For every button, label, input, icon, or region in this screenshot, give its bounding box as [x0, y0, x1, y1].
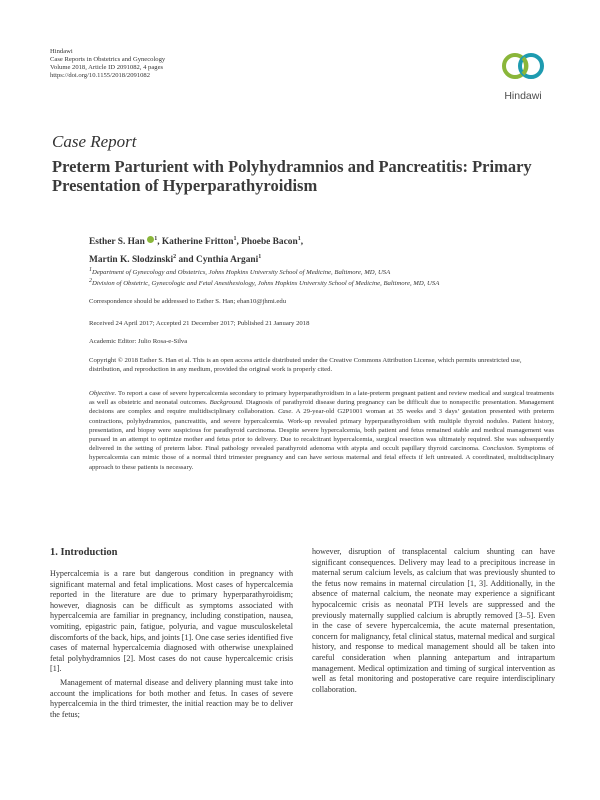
body-paragraph: Hypercalcemia is a rare but dangerous condition in pregnancy with significant maternal and fetal implications. Most cases of hypercalcemia reported in the literature are due to primary hyperparathyroidism; however, diagnosis can be difficult as symptoms associated with hypercalcemia are familiar in pregnancy, including constipation, nausea, vomiting, epigastric pain, fatigue, polyuria, and vague musculoskeletal discomforts of the back, hips, and joints [1]. One case series identified five cases of maternal hypercalcemia diagnosed with otherwise unexplained fetal polyhydramnios [2]. Most cases do not cause hypercalcemic crisis [1]. [50, 569, 293, 674]
author-affiliation-marker: 1 [154, 236, 158, 242]
article-title: Preterm Parturient with Polyhydramnios and Pancreatitis: Primary Presentation of Hyperparathyroidism [52, 157, 532, 195]
article-type: Case Report [52, 132, 137, 151]
body-paragraph: however, disruption of transplacental calcium shunting can have significant consequences. Delivery may lead to a precipitous increase in maternal serum calcium levels, as calcium that was previously shunted to the fetus now remains in maternal circulation [1, 3]. Additionally, in the absence of maternal calcium, the neonate may experience a significant hypocalcemic crisis as neonatal PTH levels are suppressed and the previously maternally supplied calcium is abruptly removed [3–5]. Even in the case of severe hypercalcemia, the acute maternal presentation, concern for malignancy, fetal clinical status, maternal medical and surgical history, and response to medical management should all be taken into careful consideration when planning antepartum and intrapartum management. Medical optimization and timing of surgical intervention as well as fetal monitoring and postoperative care require interdisciplinary collaboration. [312, 547, 555, 694]
journal-header [50, 48, 165, 80]
abstract-background-label: Background. [209, 399, 244, 407]
author-affiliation-marker: 2 [173, 254, 177, 261]
publication-dates: Received 24 April 2017; Accepted 21 December 2017; Published 21 January 2018 [89, 320, 310, 327]
author-name: Phoebe Bacon [241, 237, 298, 248]
hindawi-logo [496, 48, 550, 104]
affiliations [89, 266, 554, 289]
correspondence: Correspondence should be addressed to Esther S. Han; ehan10@jhmi.edu [89, 298, 287, 305]
abstract-conclusion-label: Conclusion. [482, 445, 515, 453]
abstract-background: Diagnosis of parathyroid disease during pregnancy can be difficult due to nonspecific presentation. Management decisions are complex and require multidisciplinary collaboration. [89, 399, 554, 416]
abstract-objective-label: Objective. [89, 390, 117, 397]
body-column-right [312, 547, 555, 698]
body-paragraph: Management of maternal disease and delivery planning must take into account the implications for both mother and fetus. In cases of severe hypercalcemia in the third trimester, the initial reaction may be to deliver the fetus; [50, 677, 293, 719]
author-name: Martin K. Slodzinski [89, 255, 174, 266]
affiliation: $^1$Department of Gynecology and Obstetrics, Johns Hopkins University School of Medicine, Baltimore, MD, USA [89, 267, 391, 277]
abstract-case-label: Case. [277, 408, 293, 416]
copyright-notice: Copyright © 2018 Esther S. Han et al. This is an open access article distributed under the Creative Commons Attribution License, which permits unrestricted use, distribution, and reproduction in any medium, provided the original work is properly cited. [89, 357, 522, 374]
author-name: Cynthia Argani [195, 255, 259, 266]
hindawi-rings-icon [496, 48, 550, 88]
publisher-name: Hindawi [50, 48, 73, 55]
body-column-left [50, 569, 293, 723]
abstract-conclusion: Symptoms of hypercalcemia can mimic those of a normal third trimester pregnancy and can have serious maternal and fetal effects if left untreated. A coordinated, multidisciplinary approach to these patients is necessary. [89, 445, 554, 471]
logo-wordmark: Hindawi [504, 90, 542, 102]
author-name: Katherine Fritton [161, 237, 234, 248]
abstract [89, 389, 554, 472]
section-heading-introduction: 1. Introduction [50, 547, 118, 558]
affiliation: $^2$Division of Obstetric, Gynecologic and Fetal Anesthesiology, Johns Hopkins University School of Medicine, Baltimore, MD, USA [89, 278, 440, 288]
abstract-objective: To report a case of severe hypercalcemia secondary to primary hyperparathyroidism in a late-preterm pregnant patient and review medical and surgical treatments as well as obstetric and neonatal outcomes. [89, 390, 554, 407]
author-affiliation-marker: 1 [297, 236, 301, 242]
academic-editor: Academic Editor: Julio Rosa-e-Silva [89, 338, 188, 345]
author-name: Esther S. Han [89, 237, 145, 248]
author-affiliation-marker: 1 [258, 254, 262, 261]
abstract-case: A 29-year-old G2P1001 woman at 35 weeks and 3 days’ gestation presented with preterm contractions, polyhydramnios, pancreatitis, and severe hypercalcemia. Work-up revealed primary hyperparathyroidism with multiple thyroid nodules. Patient history, presentation, and biopsy were suspicious for parathyroid carcinoma. Despite severe hypercalcemia, both patient and fetus remained stable and medical management was pursued in an attempt to optimize mother and fetus prior to delivery. Due to recalcitrant hypercalcemia, surgical resection was ultimately required. She was subsequently delivered in the setting of preterm labor. Final pathology revealed parathyroid adenoma with atypia and occult papillary thyroid carcinoma. [89, 408, 554, 453]
author-list: Esther S. Han $^1$, Katherine Fritton$^1$, Phoebe Bacon$^1$, Martin K. Slodzinski$^2$ and Cynthia Argani$^1$ [89, 236, 304, 266]
journal-name: Case Reports in Obstetrics and Gynecology [50, 56, 166, 63]
volume-line: Volume 2018, Article ID 2091082, 4 pages [50, 64, 164, 71]
doi-link[interactable]: https://doi.org/10.1155/2018/2091082 [50, 72, 151, 79]
author-affiliation-marker: 1 [233, 236, 237, 242]
